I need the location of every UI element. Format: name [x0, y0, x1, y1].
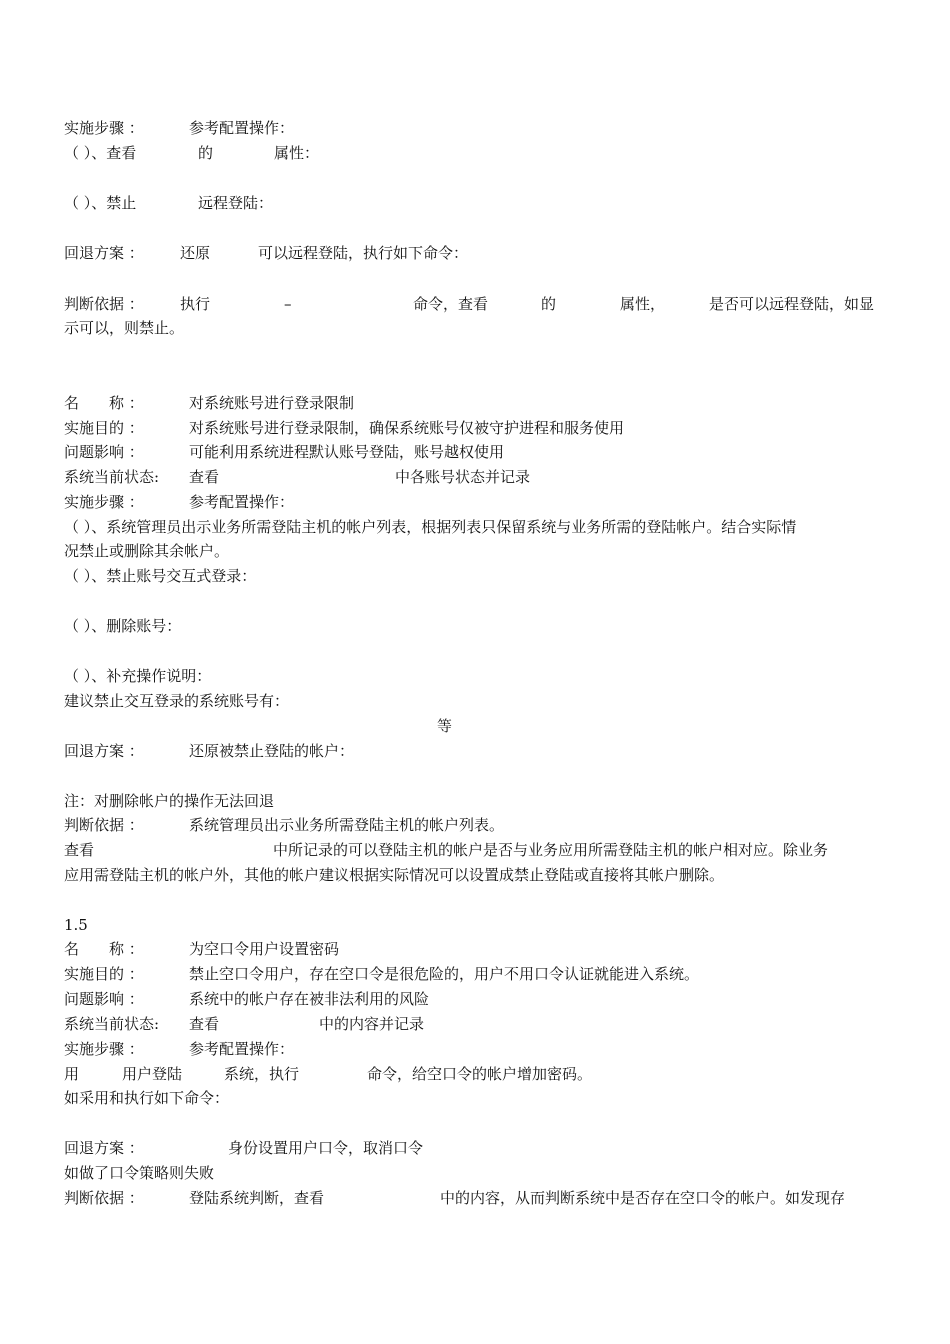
status-text: 中的内容并记录: [319, 1015, 425, 1033]
purpose-value: 禁止空口令用户，存在空口令是很危险的，用户不用口令认证就能进入系统。: [189, 965, 700, 983]
rollback-text: 可以远程登陆，执行如下命令：: [258, 244, 469, 262]
section-number: 1.5: [64, 916, 88, 934]
etc-text: 等: [437, 717, 453, 735]
judge-label: 判断依据 ：: [64, 816, 144, 834]
name-value: 对系统账号进行登录限制: [189, 394, 355, 412]
judge-label: 判断依据 ：: [64, 295, 144, 313]
judge-text: 命令，查看: [413, 295, 489, 313]
use-text: 命令，给空口令的帐户增加密码。: [367, 1065, 593, 1083]
note-text: 注：对删除帐户的操作无法回退: [64, 792, 275, 810]
use-text: 用户登陆: [122, 1065, 183, 1083]
steps-value: 参考配置操作：: [189, 119, 295, 137]
use-text: 系统，执行: [224, 1065, 300, 1083]
step-1-text: 属性：: [274, 144, 320, 162]
rollback-label: 回退方案 ：: [64, 742, 144, 760]
status-label: 系统当前状态:: [64, 468, 160, 486]
step-1-text: （ ）、系统管理员出示业务所需登陆主机的帐户列表，根据列表只保留系统与业务所需的登陆帐户。结合实际情: [64, 518, 797, 536]
impact-value: 可能利用系统进程默认账号登陆，账号越权使用: [189, 443, 505, 461]
purpose-value: 对系统账号进行登录限制，确保系统账号仅被守护进程和服务使用: [189, 419, 625, 437]
status-text: 查看: [189, 468, 220, 486]
rollback-value: 还原被禁止登陆的帐户：: [189, 742, 355, 760]
judge-text-cont: 示可以，则禁止。: [64, 319, 185, 337]
check-text: 查看: [64, 841, 95, 859]
rollback-label: 回退方案 ：: [64, 1139, 144, 1157]
steps-label: 实施步骤 ：: [64, 1040, 144, 1058]
step-1-text: 的: [198, 144, 214, 162]
adopt-text: 如采用和执行如下命令：: [64, 1089, 230, 1107]
steps-value: 参考配置操作：: [189, 1040, 295, 1058]
impact-value: 系统中的帐户存在被非法利用的风险: [189, 990, 430, 1008]
judge-text: 属性，: [620, 295, 666, 313]
suggest-text: 建议禁止交互登录的系统账号有：: [64, 692, 290, 710]
policy-fail-text: 如做了口令策略则失败: [64, 1164, 215, 1182]
check-text-cont: 应用需登陆主机的帐户外，其他的帐户建议根据实际情况可以设置成禁止登陆或直接将其帐户删除。: [64, 866, 725, 884]
name-label: 名 称 ：: [64, 394, 144, 412]
rollback-text: 还原: [180, 244, 211, 262]
rollback-label: 回退方案 ：: [64, 244, 144, 262]
name-value: 为空口令用户设置密码: [189, 940, 340, 958]
status-text: 查看: [189, 1015, 220, 1033]
impact-label: 问题影响 ：: [64, 990, 144, 1008]
use-text: 用: [64, 1065, 80, 1083]
judge-label: 判断依据 ：: [64, 1189, 144, 1207]
step-2-text: 远程登陆：: [198, 194, 274, 212]
status-label: 系统当前状态:: [64, 1015, 160, 1033]
judge-text: 是否可以远程登陆，如显: [709, 295, 875, 313]
step-1-text-cont: 况禁止或删除其余帐户。: [64, 542, 230, 560]
judge-value: 系统管理员出示业务所需登陆主机的帐户列表。: [189, 816, 505, 834]
step-3-text: （ ）、删除账号：: [64, 617, 182, 635]
rollback-value: 身份设置用户口令，取消口令: [228, 1139, 424, 1157]
judge-dash: –: [284, 295, 292, 313]
steps-value: 参考配置操作：: [189, 493, 295, 511]
steps-label: 实施步骤 ：: [64, 119, 144, 137]
judge-text: 登陆系统判断，查看: [189, 1189, 325, 1207]
judge-text: 执行: [180, 295, 211, 313]
purpose-label: 实施目的 ：: [64, 419, 144, 437]
step-2-text: （ ）、禁止: [64, 194, 137, 212]
purpose-label: 实施目的 ：: [64, 965, 144, 983]
status-text: 中各账号状态并记录: [395, 468, 531, 486]
step-2-text: （ ）、禁止账号交互式登录：: [64, 567, 257, 585]
impact-label: 问题影响 ：: [64, 443, 144, 461]
step-1-text: （ ）、查看: [64, 144, 137, 162]
judge-text: 中的内容，从而判断系统中是否存在空口令的帐户。如发现存: [440, 1189, 846, 1207]
judge-text: 的: [541, 295, 557, 313]
name-label: 名 称 ：: [64, 940, 144, 958]
step-4-text: （ ）、补充操作说明：: [64, 667, 212, 685]
check-text: 中所记录的可以登陆主机的帐户是否与业务应用所需登陆主机的帐户相对应。除业务: [273, 841, 829, 859]
steps-label: 实施步骤 ：: [64, 493, 144, 511]
